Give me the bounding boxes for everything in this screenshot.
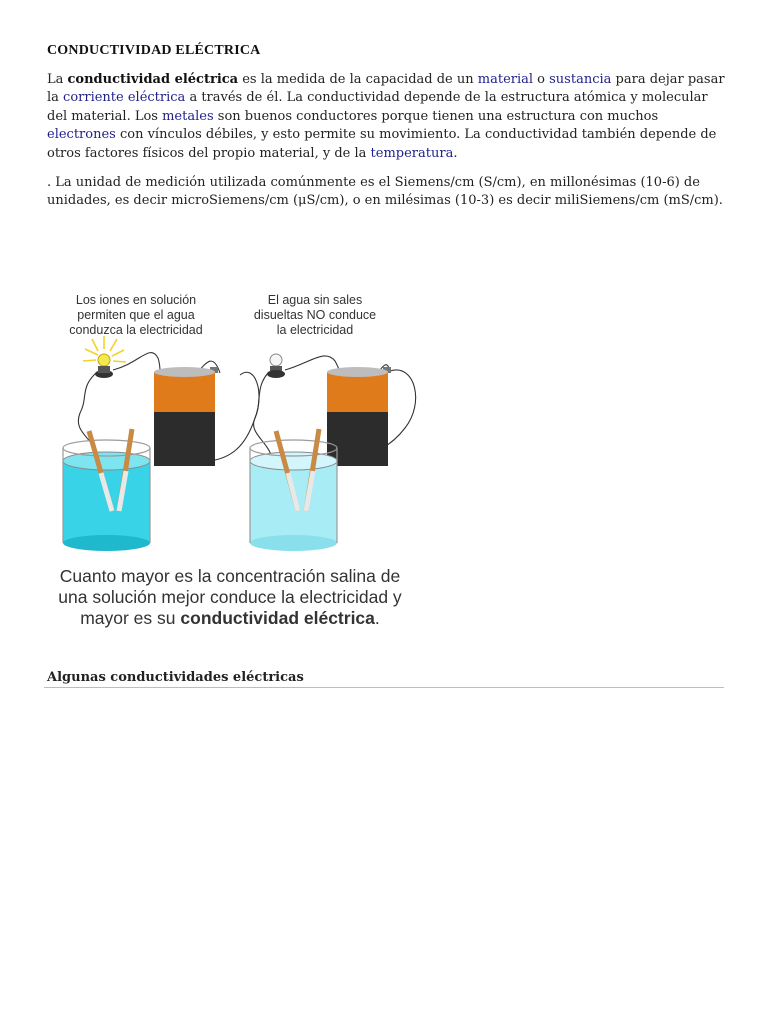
right-setup (250, 354, 416, 551)
left-label-line3: conduzca la electricidad (69, 323, 203, 337)
text-run: o (533, 72, 550, 87)
term-conductividad: conductividad eléctrica (67, 72, 239, 87)
caption-term: conductividad eléctrica (180, 608, 375, 628)
right-label-line2: disueltas NO conduce (253, 308, 377, 322)
link-temperatura[interactable]: temperatura (370, 145, 454, 161)
lit-bulb-icon (98, 354, 110, 366)
left-label-line2: permiten que el agua (77, 308, 195, 322)
link-material[interactable]: material (477, 72, 534, 87)
paragraph-units: . La unidad de medición utilizada comúnmente es el Siemens/cm (S/cm), en millonésimas (10-6) de unidades, es decir microSiemens/cm (μS/cm), o en milésimas (10-3) es decir miliSiemens/cm (mS/cm). (47, 175, 723, 209)
text-run: es la medida de la capacidad de un (238, 72, 478, 87)
left-label-line1: Los iones en solución (75, 293, 197, 307)
text-run: La (47, 72, 68, 87)
link-electrones[interactable]: electrones (47, 127, 116, 143)
conductivity-illustration (40, 283, 440, 633)
unlit-bulb-icon (270, 354, 282, 366)
text-run: . (453, 145, 458, 161)
text-run: son buenos conductores porque tienen una estructura con muchos (213, 108, 659, 124)
right-label-line1: El agua sin sales (267, 293, 363, 307)
paragraph-definition (47, 71, 727, 163)
section-heading: Algunas conductividades eléctricas (47, 670, 304, 685)
right-label-line3: la electricidad (276, 323, 354, 337)
document-title: CONDUCTIVIDAD ELÉCTRICA (47, 43, 261, 58)
caption-line1: Cuanto mayor es la concentración salina de (59, 566, 401, 586)
link-sustancia[interactable]: sustancia (549, 72, 612, 87)
text-run: a través de él. La conductividad depende de la estructura atómica y molecular del material. Los (47, 90, 708, 124)
section-divider (44, 687, 724, 688)
text-run: para dejar pasar la (47, 72, 725, 106)
link-corriente-electrica[interactable]: corriente eléctrica (63, 90, 186, 106)
text-run: con vínculos débiles, y esto permite su movimiento. La conductividad también depende de otros factores físicos del propio material, y de la (47, 127, 717, 161)
left-setup (63, 336, 259, 551)
caption-line3-start: mayor es su (80, 608, 181, 628)
battery-left-icon (154, 367, 218, 466)
caption-line3-end: . (374, 608, 380, 628)
link-metales[interactable]: metales (162, 108, 214, 124)
caption-line3 (80, 608, 380, 628)
caption-line2: una solución mejor conduce la electricidad y (58, 587, 402, 607)
